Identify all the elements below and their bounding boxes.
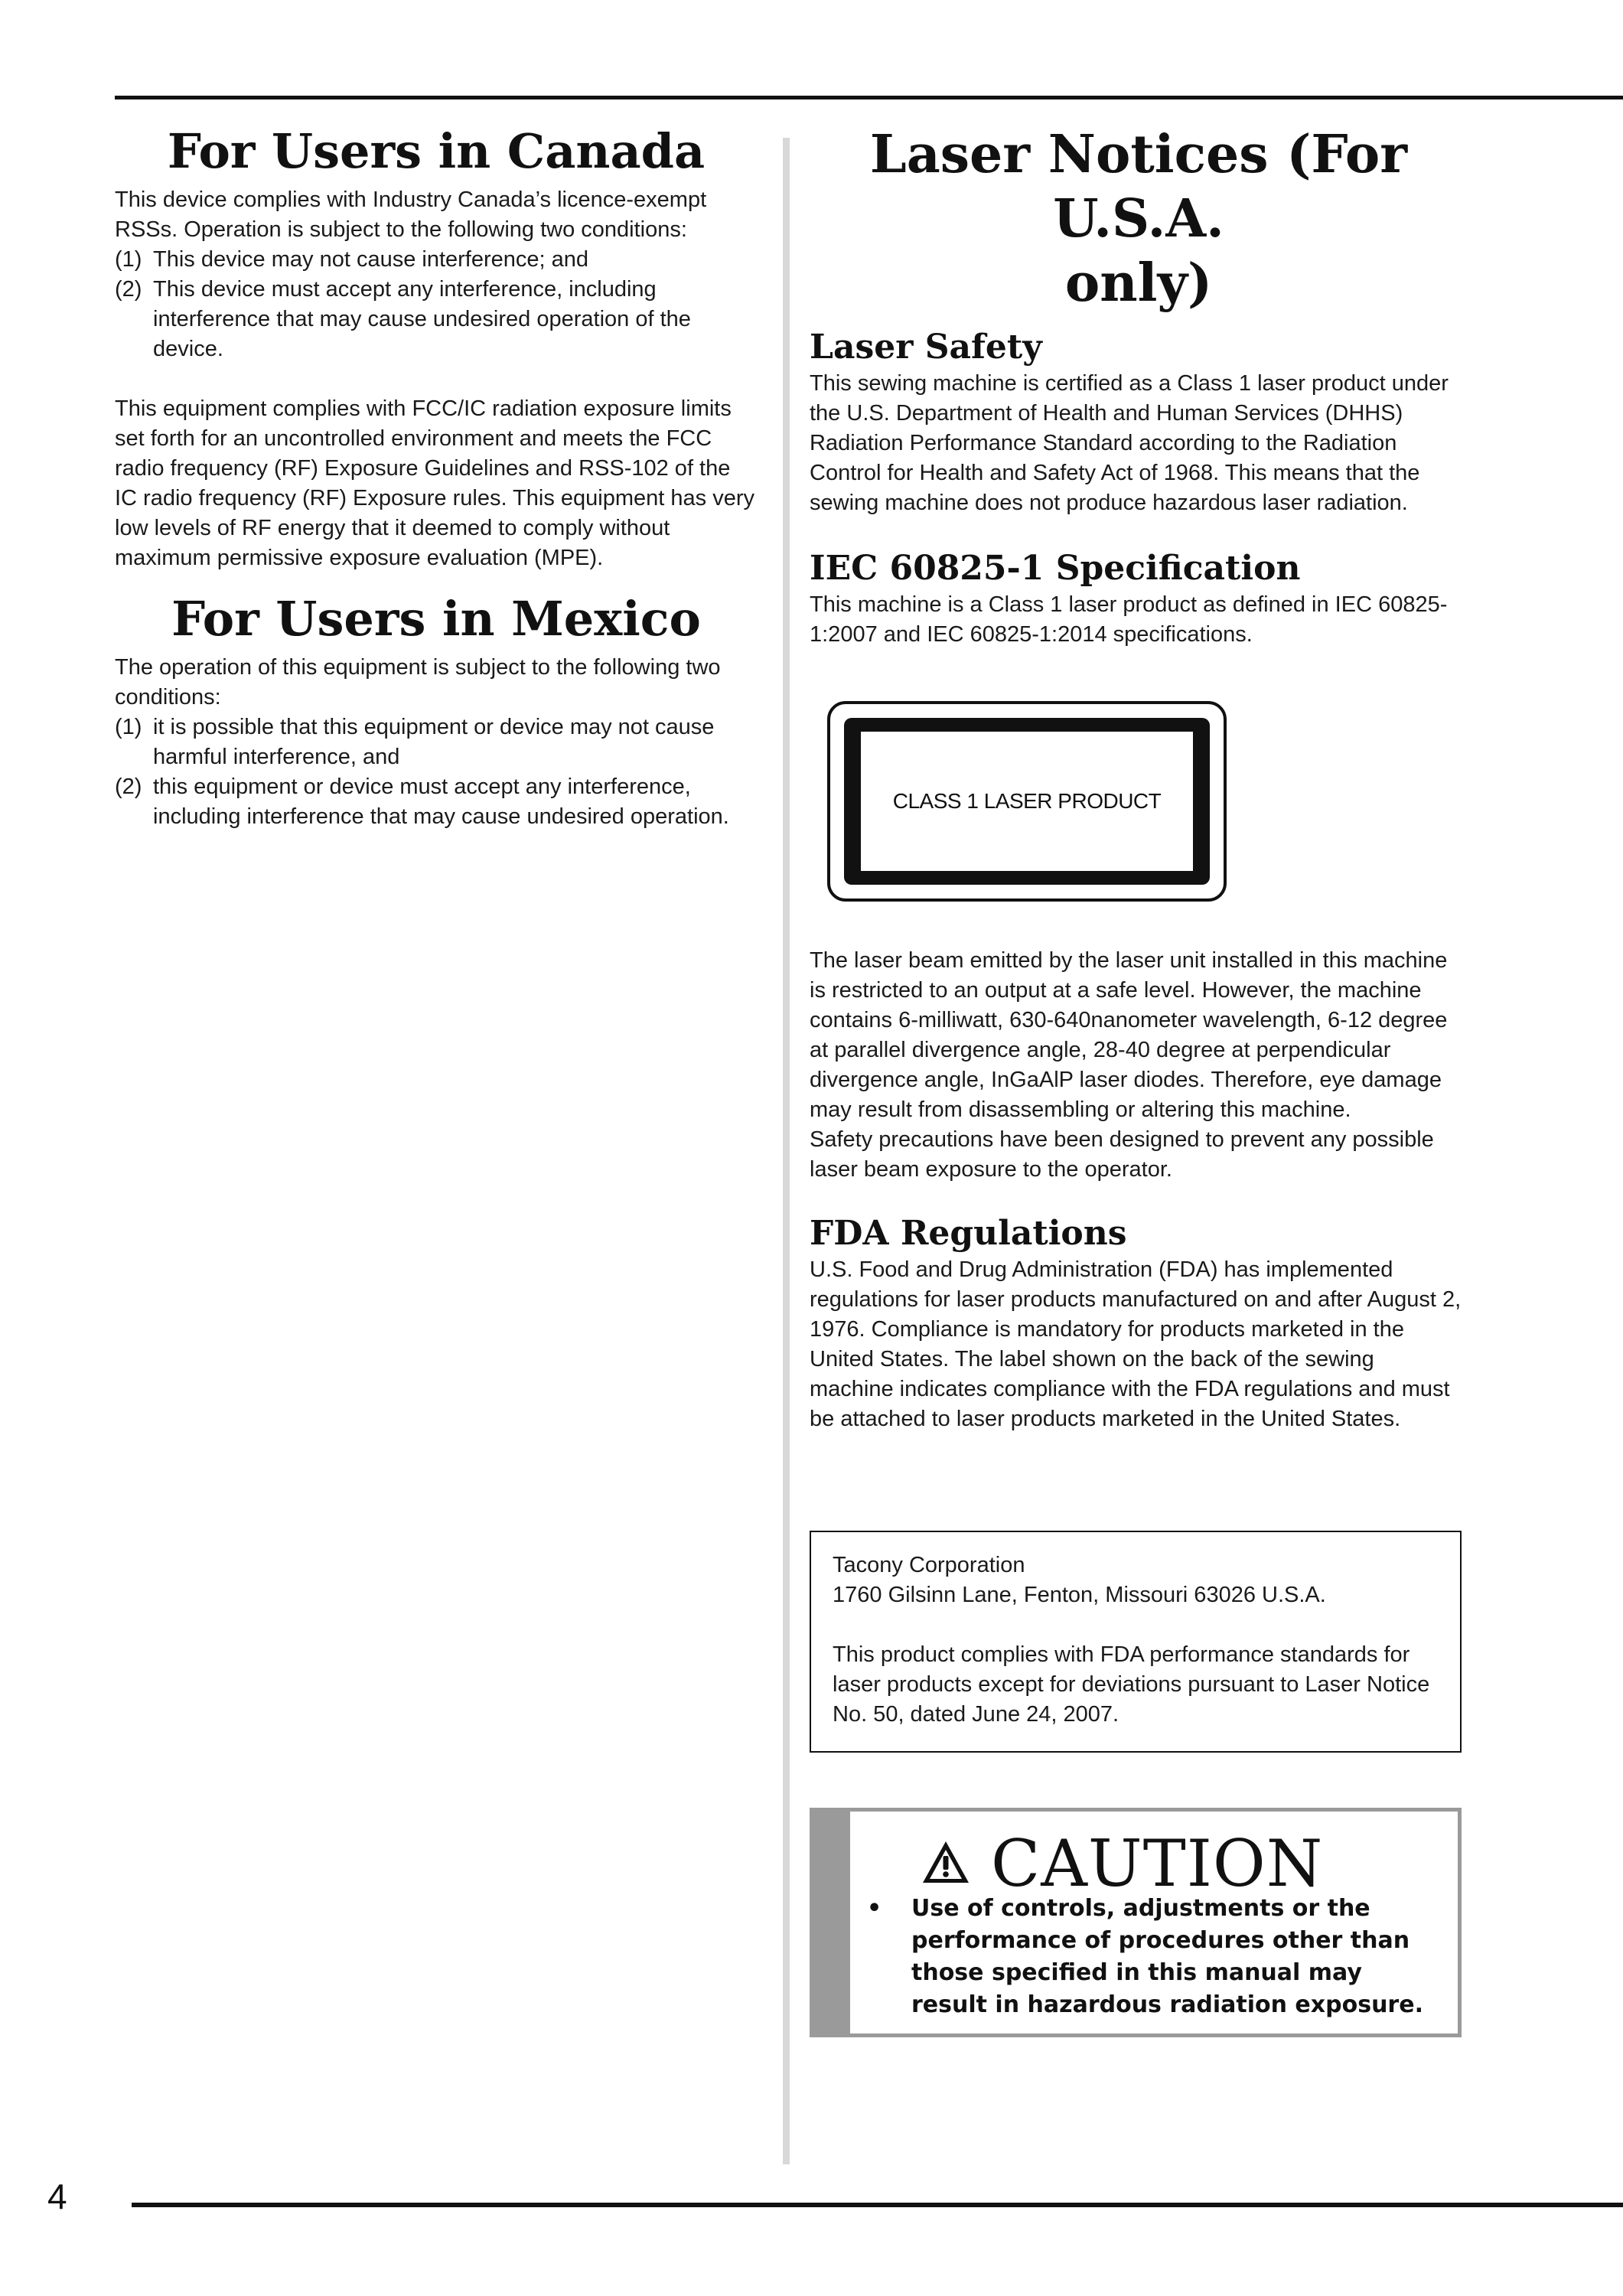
mexico-condition-1 bbox=[115, 713, 758, 772]
condition-text: it is possible that this equipment or device may not cause harmful interference, and bbox=[153, 715, 715, 769]
warning-triangle-icon bbox=[921, 1839, 971, 1889]
laser-safety-heading: Laser Safety bbox=[810, 328, 1042, 367]
fda-notice-box bbox=[810, 1531, 1462, 1753]
mexico-condition-2 bbox=[115, 772, 758, 832]
top-rule bbox=[115, 96, 1623, 99]
laser-beam-text: The laser beam emitted by the laser unit installed in this machine is restricted to an output at a safe level. However, the machine contains 6-milliwatt, 630-640nanometer wavelength, 6-12 degree at parallel divergence angle, 28-40 degree at perpendicular divergence angle, InGaAlP laser diodes. Therefore, eye damage may result from disassembling or altering this machine. bbox=[810, 948, 1448, 1122]
bottom-rule bbox=[132, 2203, 1623, 2207]
caution-side-stripe bbox=[813, 1812, 850, 2033]
condition-number: (2) bbox=[115, 775, 142, 799]
canada-section bbox=[115, 122, 758, 573]
page-number: 4 bbox=[47, 2177, 67, 2216]
notice-company: Tacony Corporation bbox=[833, 1553, 1025, 1577]
label-text: CLASS 1 LASER PRODUCT bbox=[892, 789, 1162, 813]
condition-number: (1) bbox=[115, 715, 142, 739]
condition-text: This device must accept any interference, including interference that may cause undesired operation of the device. bbox=[153, 277, 691, 361]
label-inner-panel bbox=[861, 732, 1193, 871]
laser-notices-title-line1: Laser Notices (For U.S.A. bbox=[869, 124, 1408, 249]
condition-number: (2) bbox=[115, 277, 142, 302]
mexico-conditions-list bbox=[115, 713, 758, 832]
canada-rf-exposure: This equipment complies with FCC/IC radiation exposure limits set forth for an uncontrolled environment and meets the FCC radio frequency (RF) Exposure Guidelines and RSS-102 of the IC radio frequency (RF) Exposure rules. This equipment has very low levels of RF energy that it deemed to comply without maximum permissive exposure evaluation (MPE). bbox=[115, 396, 754, 570]
caution-text: Use of controls, adjustments or the performance of procedures other than those specified in this manual may result in hazardous radiation exposure. bbox=[911, 1895, 1423, 2018]
class1-laser-label bbox=[827, 701, 1227, 902]
fda-regulations-heading: FDA Regulations bbox=[810, 1214, 1127, 1253]
notice-address: 1760 Gilsinn Lane, Fenton, Missouri 63026 U.S.A. bbox=[833, 1583, 1326, 1607]
caution-box bbox=[810, 1808, 1462, 2037]
caution-body bbox=[867, 1893, 1439, 2021]
notice-statement: This product complies with FDA performance standards for laser products except for deviations pursuant to Laser Notice No. 50, dated June 24, 2007. bbox=[833, 1642, 1430, 1727]
fda-regulations-text: U.S. Food and Drug Administration (FDA) has implemented regulations for laser products manufactured on and after August 2, 1976. Compliance is mandatory for products marketed in the United States. The label shown on the back of the sewing machine indicates compliance with the FDA regulations and must be attached to laser products marketed in the United States. bbox=[810, 1257, 1462, 1431]
caution-header bbox=[921, 1825, 1323, 1902]
canada-conditions-list bbox=[115, 245, 758, 364]
condition-text: This device may not cause interference; and bbox=[153, 247, 589, 272]
mexico-section bbox=[115, 590, 758, 832]
canada-condition-2 bbox=[115, 275, 758, 364]
mexico-intro: The operation of this equipment is subject to the following two conditions: bbox=[115, 655, 721, 709]
condition-number: (1) bbox=[115, 247, 142, 272]
mexico-title: For Users in Mexico bbox=[171, 591, 701, 647]
canada-intro: This device complies with Industry Canada’s licence-exempt RSSs. Operation is subject to the following two conditions: bbox=[115, 188, 707, 242]
iec-spec-text: This machine is a Class 1 laser product as defined in IEC 60825-1:2007 and IEC 60825-1:2014 specifications. bbox=[810, 592, 1448, 647]
iec-spec-heading: IEC 60825-1 Specification bbox=[810, 549, 1301, 588]
safety-precautions-text: Safety precautions have been designed to prevent any possible laser beam exposure to the operator. bbox=[810, 1127, 1434, 1182]
laser-safety-text: This sewing machine is certified as a Class 1 laser product under the U.S. Department of Health and Human Services (DHHS) Radiation Performance Standard according to the Radiation Control for Health and Safety Act of 1968. This means that the sewing machine does not produce hazardous laser radiation. bbox=[810, 371, 1449, 515]
canada-title: For Users in Canada bbox=[167, 123, 706, 179]
laser-notices-title-line2: only) bbox=[1064, 253, 1213, 314]
canada-condition-1 bbox=[115, 245, 758, 275]
caution-title: CAUTION bbox=[991, 1826, 1324, 1901]
bullet: • bbox=[867, 1895, 882, 1922]
laser-beam-block bbox=[810, 946, 1462, 1434]
condition-text: this equipment or device must accept any interference, including interference that may cause undesired operation. bbox=[153, 775, 729, 829]
right-column bbox=[810, 122, 1468, 650]
column-divider bbox=[783, 138, 790, 2164]
left-column bbox=[115, 122, 758, 832]
caution-item bbox=[867, 1893, 1439, 2021]
